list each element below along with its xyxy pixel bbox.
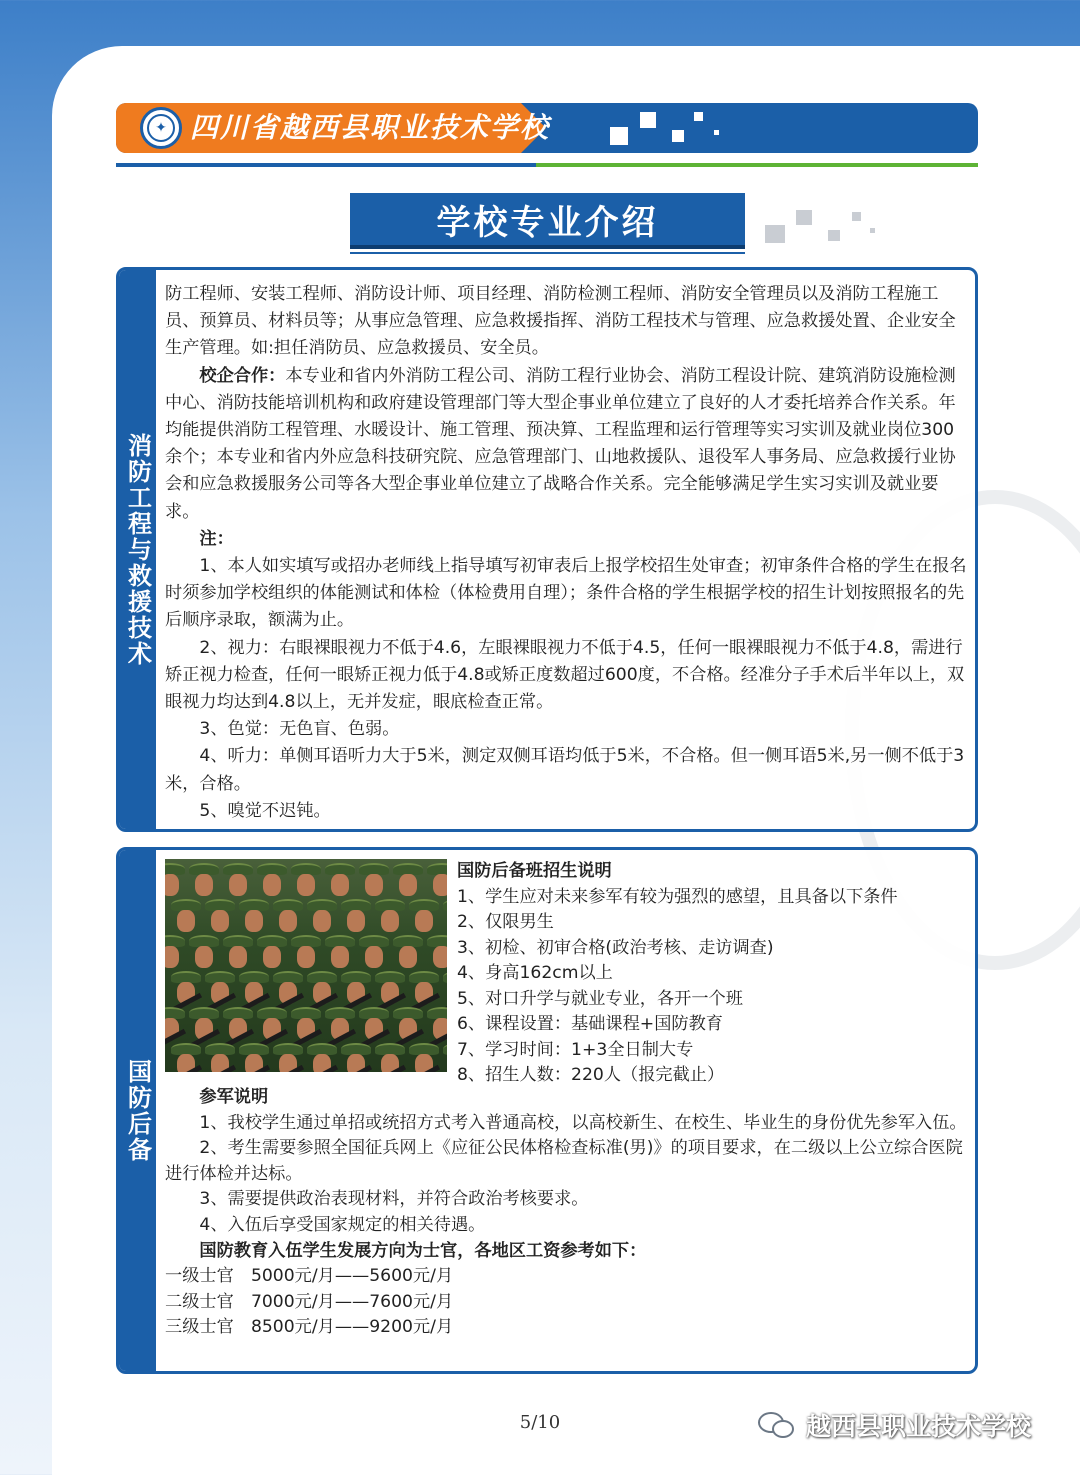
fire-engineering-text <box>165 281 967 825</box>
soldier-face <box>415 910 433 932</box>
enrollment-list-title: 国防后备班招生说明 <box>457 861 612 881</box>
national-defense-box <box>116 847 978 1374</box>
soldier-face <box>365 946 383 968</box>
salary-item: 二级士官 7000元/月——7600元/月 <box>165 1291 454 1312</box>
soldier-face <box>313 910 331 932</box>
banner-decor-square <box>714 130 719 135</box>
army-item: 4、入伍后享受国家规定的相关待遇。 <box>199 1214 486 1235</box>
cooperation-text: 本专业和省内外消防工程公司、消防工程行业协会、消防工程设计院、建筑消防设施检测中心、消防技能培训机构和政府建设管理部门等大型企事业单位建立了良好的人才委托培养合作关系。年均能提供消防工程管理、水暖设计、施工管理、预决算、工程监理和运行管理等实习实训及就业岗位300余个；本专业和省内外应急科技研究院、应急管理部门、山地救援队、退役军人事务局、应急救援行业协会和应急救援服务公司等各大型企事业单位建立了战略合作关系。完全能够满足学生实习实训及就业要求。 <box>165 365 956 522</box>
army-item: 1、我校学生通过单招或统招方式考入普通高校，以高校新生、在校生、毕业生的身份优先参军入伍。 <box>199 1112 967 1133</box>
soldier-face <box>211 910 229 932</box>
header-rule-blue <box>116 163 536 167</box>
soldier-face <box>263 874 281 896</box>
soldier-face <box>195 874 213 896</box>
cooperation-paragraph <box>165 363 967 526</box>
fire-engineering-box <box>116 267 978 832</box>
note-item: 4、听力：单侧耳语听力大于5米，测定双侧耳语均低于5米，不合格。但一侧耳语5米,另一侧不低于3米，合格。 <box>165 746 965 794</box>
school-logo-emblem: ✦ <box>147 114 175 142</box>
header-rule-green <box>536 163 978 167</box>
note-item: 1、本人如实填写或招办老师线上指导填写初审表后上报学校招生处审查；初审条件合格的学生在报名时须参加学校组织的体能测试和体检（体检费用自理）；条件合格的学生根据学校的招生计划按照报名的先后顺序录取，额满为止。 <box>165 556 967 631</box>
cooperation-label: 校企合作： <box>199 365 286 386</box>
wechat-icon <box>758 1410 798 1440</box>
career-paragraph: 防工程师、安装工程师、消防设计师、项目经理、消防检测工程师、消防安全管理员以及消防工程施工员、预算员、材料员等；从事应急管理、应急救援指挥、消防工程技术与管理、应急救援处置、企业安全生产管理。如:担任消防员、应急救援员、安全员。 <box>165 284 956 359</box>
enrollment-item: 2、仅限男生 <box>457 912 554 932</box>
army-item: 3、需要提供政治表现材料，并符合政治考核要求。 <box>199 1189 589 1210</box>
soldier-face <box>263 946 281 968</box>
banner-decor-square <box>672 130 684 142</box>
soldier-face <box>347 910 365 932</box>
enrollment-item: 5、对口升学与就业专业，各开一个班 <box>457 988 743 1009</box>
army-title: 参军说明 <box>199 1087 269 1107</box>
soldier-cap <box>443 971 447 983</box>
soldier-face <box>365 874 383 896</box>
soldier-face <box>229 874 247 896</box>
school-logo-icon <box>140 107 182 149</box>
title-decor-square <box>870 228 875 233</box>
side-label-text: 消防工程与救援技术 <box>123 432 152 667</box>
note-item: 5、嗅觉不迟钝。 <box>199 800 331 821</box>
soldier-face <box>433 874 447 896</box>
soldier-face <box>399 946 417 968</box>
soldier-face <box>165 946 179 968</box>
soldier-face <box>297 874 315 896</box>
soldier-face <box>165 874 179 896</box>
school-name: 四川省越西县职业技术学校 <box>190 111 551 144</box>
army-item: 2、考生需要参照全国征兵网上《应征公民体格检查标准(男)》的项目要求，在二级以上公立综合医院进行体检并达标。 <box>165 1138 963 1184</box>
salary-item: 一级士官 5000元/月——5600元/月 <box>165 1266 454 1287</box>
title-decor-square <box>828 230 840 241</box>
soldier-face <box>331 946 349 968</box>
soldier-face <box>331 874 349 896</box>
footer-brand-text: 越西县职业技术学校 <box>806 1412 1032 1441</box>
section-title: 学校专业介绍 <box>436 202 659 243</box>
soldier-face <box>297 946 315 968</box>
title-decor-square <box>852 212 861 221</box>
soldier-cap <box>443 899 447 911</box>
soldier-face <box>399 874 417 896</box>
enrollment-item: 6、课程设置：基础课程+国防教育 <box>457 1014 723 1034</box>
section-title-box <box>350 193 745 249</box>
soldier-cap <box>443 1043 447 1055</box>
salary-item: 三级士官 8500元/月——9200元/月 <box>165 1317 454 1338</box>
salary-title: 国防教育入伍学生发展方向为士官，各地区工资参考如下： <box>199 1240 647 1261</box>
footer-brand <box>758 1408 1031 1442</box>
banner-decor-square <box>640 112 656 128</box>
soldier-face <box>177 910 195 932</box>
soldier-face <box>195 946 213 968</box>
defense-enrollment-list <box>457 859 967 1089</box>
enrollment-item: 1、学生应对未来参军有较为强烈的感望，且具备以下条件 <box>457 886 898 907</box>
fire-engineering-side-label <box>119 270 156 829</box>
soldier-face <box>229 946 247 968</box>
banner-decor-square <box>610 127 628 145</box>
note-label: 注： <box>199 528 234 549</box>
soldier-face <box>245 910 263 932</box>
enrollment-item: 7、学习时间：1+3全日制大专 <box>457 1039 694 1060</box>
army-info-text <box>165 1085 967 1341</box>
soldier-face <box>279 910 297 932</box>
soldier-face <box>433 946 447 968</box>
note-item: 3、色觉：无色盲、色弱。 <box>199 719 400 740</box>
rifle <box>440 1065 447 1072</box>
note-item: 2、视力：右眼裸眼视力不低于4.6，左眼裸眼视力不低于4.5，任何一眼裸眼视力不低于4.8，需进行矫正视力检查，任何一眼矫正视力低于4.8或矫正度数超过600度，不合格。经准分子手术后半年以上，双眼视力均达到4.8以上，无并发症，眼底检查正常。 <box>165 637 965 713</box>
soldier-face <box>381 910 399 932</box>
side-label-text: 国防后备 <box>123 1058 152 1163</box>
enrollment-item: 3、初检、初审合格(政治考核、走访调查) <box>457 937 774 958</box>
title-decor-square <box>796 210 812 225</box>
enrollment-item: 8、招生人数：220人（报完截止） <box>457 1065 725 1085</box>
title-decor-square <box>765 225 785 243</box>
soldiers-parade-photo <box>165 859 447 1072</box>
national-defense-side-label <box>119 850 156 1371</box>
page-number: 5/10 <box>519 1412 561 1433</box>
banner-decor-square <box>694 112 703 121</box>
enrollment-item: 4、身高162cm以上 <box>457 963 613 983</box>
